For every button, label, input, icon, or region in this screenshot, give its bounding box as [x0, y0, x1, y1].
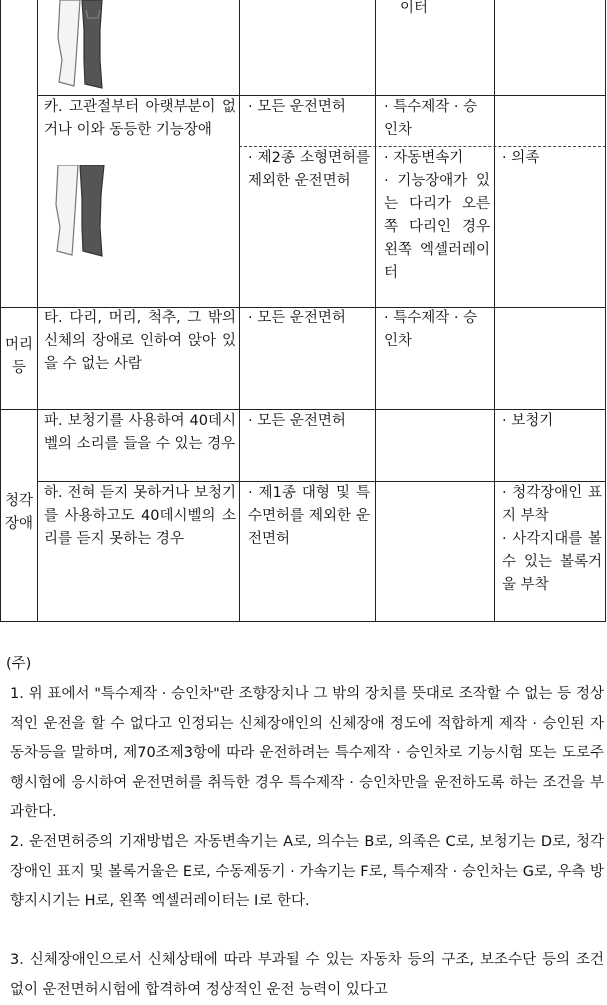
- license-cell-r5: · 제1종 대형 및 특수면허를 제외한 운전면허: [248, 485, 370, 547]
- leg-illustration-1: [44, 0, 116, 96]
- condition-cell-r3: 타. 다리, 머리, 척추, 그 밖의 신체의 장애로 인하여 앉아 있을 수 없는 사람: [44, 310, 236, 372]
- notes-heading: (주): [6, 656, 32, 672]
- license-cell-r2: · 제2종 소형면허를 제외한 운전면허: [248, 150, 370, 189]
- license-cell-r1: · 모든 운전면허: [248, 99, 346, 115]
- vehicle-cell-r1: · 특수제작 · 승인차: [384, 99, 478, 138]
- note-1: 1. 위 표에서 "특수제작 · 승인차"란 조향장치나 그 밖의 장치를 뜻대로 조작할 수 없는 등 정상적인 운전을 할 수 없다고 인정되는 신체장애인의 신체장애 정도에 적합하게 제작 · 승인된 자동차등을 말하며, 제70조제3항에 따라 운전하려는 특수제작 · 승인차로 기능시험 또는 도로주행시험에 응시하여 운전면허를 취득한 경우 특수제작 · 승인차만을 운전하도록 하는 조건을 부과한다.: [10, 686, 604, 820]
- vehicle-cell-r0: 이터: [400, 0, 429, 16]
- aid-cell-r4: · 보청기: [502, 413, 554, 429]
- condition-cell-r5: 하. 전혀 듣지 못하거나 보청기를 사용하고도 40데시벨의 소리를 듣지 못하는 경우: [44, 485, 236, 547]
- leg-illustration-2: [44, 165, 116, 264]
- vehicle-cell-r2: · 자동변속기 · 기능장애가 있는 다리가 오른쪽 다리인 경우 왼쪽 엑셀러레이터: [384, 150, 490, 281]
- condition-cell-r1: 카. 고관절부터 아랫부분이 없거나 이와 동등한 기능장애: [44, 99, 236, 138]
- aid-cell-r2: · 의족: [502, 150, 540, 166]
- license-cell-r3: · 모든 운전면허: [248, 310, 346, 326]
- license-cell-r4: · 모든 운전면허: [248, 413, 346, 429]
- note-3: 3. 신체장애인으로서 신체상태에 따라 부과될 수 있는 자동차 등의 구조, 보조수단 등의 조건 없이 운전면허시험에 합격하여 정상적인 운전 능력이 있다고: [10, 952, 604, 998]
- aid-cell-r5: · 청각장애인 표지 부착 · 사각지대를 볼 수 있는 볼록거울 부착: [502, 485, 602, 593]
- category-hearing: 청각장애: [4, 493, 33, 532]
- condition-cell-r4: 파. 보청기를 사용하여 40데시벨의 소리를 들을 수 있는 경우: [44, 413, 236, 452]
- vehicle-cell-r3: · 특수제작 · 승인차: [384, 310, 478, 349]
- category-head: 머리 등: [4, 337, 33, 376]
- note-2: 2. 운전면허증의 기재방법은 자동변속기는 A로, 의수는 B로, 의족은 C로, 보청기는 D로, 청각장애인 표지 및 볼록거울은 E로, 수동제동기 · 가속기는 F로, 특수제작 · 승인차는 G로, 우측 방향지시기는 H로, 왼쪽 엑셀러레이터는 I로 한다.: [10, 834, 604, 909]
